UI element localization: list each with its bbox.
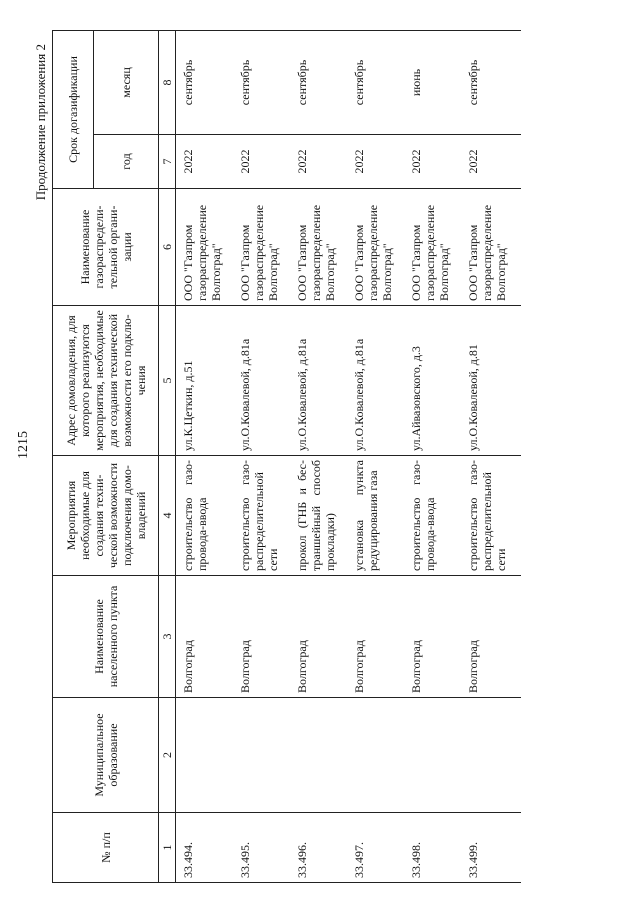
cell-municipality bbox=[407, 698, 464, 813]
cell-address: ул.К.Цеткин, д.51 bbox=[176, 306, 237, 456]
cell-settlement: Волгоград bbox=[236, 576, 293, 698]
cell-address: ул.О.Ковалевой, д.81а bbox=[293, 306, 350, 456]
cell-settlement: Волгоград bbox=[464, 576, 521, 698]
column-number: 6 bbox=[159, 189, 176, 306]
cell-address: ул.О.Ковалевой, д.81 bbox=[464, 306, 521, 456]
cell-number: 33.496. bbox=[293, 813, 350, 883]
cell-settlement: Волгоград bbox=[350, 576, 407, 698]
cell-measures: строительство газо-распределительной сети bbox=[464, 456, 521, 576]
cell-org: ООО "Газпром газораспределение Волгоград" bbox=[407, 189, 464, 306]
cell-settlement: Волгоград bbox=[176, 576, 237, 698]
header-term: Срок догазификации bbox=[53, 30, 94, 188]
table-row bbox=[350, 30, 407, 882]
header-org: Наименование газораспредели-тельной органи-зации bbox=[53, 189, 159, 306]
cell-number: 33.499. bbox=[464, 813, 521, 883]
cell-address: ул.О.Ковалевой, д.81а bbox=[350, 306, 407, 456]
cell-month: сентябрь bbox=[350, 30, 407, 134]
cell-year: 2022 bbox=[407, 135, 464, 189]
column-number: 2 bbox=[159, 698, 176, 813]
cell-measures: прокол (ГНБ и бес-траншейный способ прокладки) bbox=[293, 456, 350, 576]
cell-month: сентябрь bbox=[176, 30, 237, 134]
cell-municipality bbox=[293, 698, 350, 813]
cell-year: 2022 bbox=[236, 135, 293, 189]
cell-settlement: Волгоград bbox=[293, 576, 350, 698]
column-number: 1 bbox=[159, 813, 176, 883]
column-numbers-row bbox=[159, 30, 176, 882]
header-settlement: Наименование населенного пункта bbox=[53, 576, 159, 698]
table-row bbox=[293, 30, 350, 882]
header-municipality: Муниципальное образование bbox=[53, 698, 159, 813]
cell-municipality bbox=[236, 698, 293, 813]
table-row bbox=[236, 30, 293, 882]
header-month: месяц bbox=[94, 30, 159, 134]
cell-number: 33.495. bbox=[236, 813, 293, 883]
cell-month: сентябрь bbox=[464, 30, 521, 134]
header-n: № п/п bbox=[53, 813, 159, 883]
cell-number: 33.497. bbox=[350, 813, 407, 883]
column-number: 4 bbox=[159, 456, 176, 576]
cell-number: 33.498. bbox=[407, 813, 464, 883]
page-number: 1215 bbox=[16, 431, 31, 459]
cell-municipality bbox=[464, 698, 521, 813]
column-number: 3 bbox=[159, 576, 176, 698]
cell-address: ул.Айвазовского, д.3 bbox=[407, 306, 464, 456]
cell-number: 33.494. bbox=[176, 813, 237, 883]
cell-year: 2022 bbox=[350, 135, 407, 189]
header-year: год bbox=[94, 135, 159, 189]
cell-month: сентябрь bbox=[236, 30, 293, 134]
column-number: 5 bbox=[159, 306, 176, 456]
cell-month: июнь bbox=[407, 30, 464, 134]
cell-org: ООО "Газпром газораспределение Волгоград" bbox=[236, 189, 293, 306]
cell-measures: установка пункта редуцирования газа bbox=[350, 456, 407, 576]
cell-year: 2022 bbox=[464, 135, 521, 189]
cell-address: ул.О.Ковалевой, д.81а bbox=[236, 306, 293, 456]
cell-measures: строительство газо-провода-ввода bbox=[407, 456, 464, 576]
column-number: 7 bbox=[159, 135, 176, 189]
cell-municipality bbox=[176, 698, 237, 813]
cell-org: ООО "Газпром газораспределение Волгоград" bbox=[293, 189, 350, 306]
cell-measures: строительство газо-распределительной сети bbox=[236, 456, 293, 576]
column-number: 8 bbox=[159, 30, 176, 134]
cell-year: 2022 bbox=[293, 135, 350, 189]
table-row bbox=[407, 30, 464, 882]
cell-year: 2022 bbox=[176, 135, 237, 189]
cell-measures: строительство газо-провода-ввода bbox=[176, 456, 237, 576]
header-measures: Мероприятия необходимые для создания техни-ческой возможности подключения домо-владений bbox=[53, 456, 159, 576]
header-address: Адрес домовладения, для которого реализуются мероприятия, необходимые для создания технической возможности его подклю-чения bbox=[53, 306, 159, 456]
table-row bbox=[176, 30, 237, 882]
cell-municipality bbox=[350, 698, 407, 813]
continuation-note: Продолжение приложения 2 bbox=[33, 44, 48, 201]
table-row bbox=[464, 30, 521, 882]
cell-month: сентябрь bbox=[293, 30, 350, 134]
register-table bbox=[52, 30, 521, 883]
cell-settlement: Волгоград bbox=[407, 576, 464, 698]
cell-org: ООО "Газпром газораспределение Волгоград" bbox=[176, 189, 237, 306]
cell-org: ООО "Газпром газораспределение Волгоград" bbox=[350, 189, 407, 306]
cell-org: ООО "Газпром газораспределение Волгоград" bbox=[464, 189, 521, 306]
